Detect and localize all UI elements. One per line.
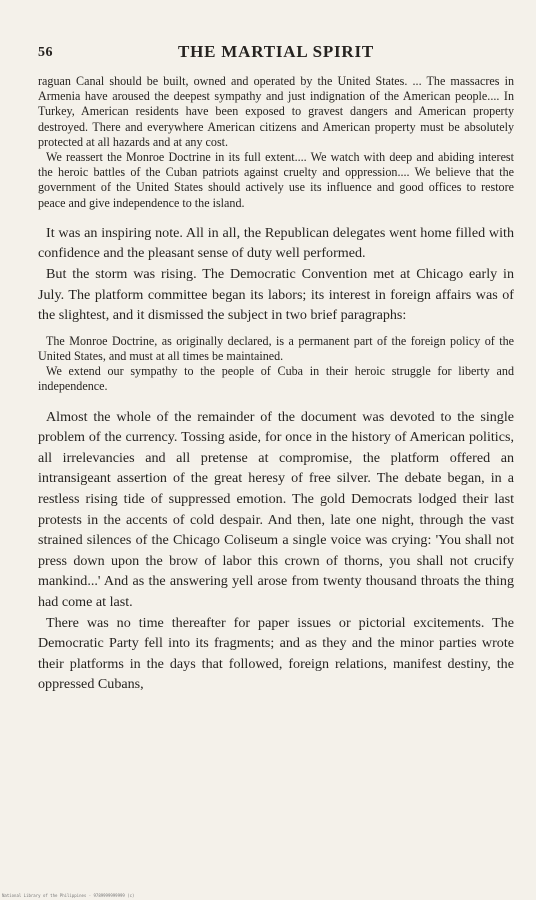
page-header — [38, 40, 514, 66]
quote-paragraph: raguan Canal should be built, owned and operated by the United States. ... The massacres in Armenia have aroused the deepest sympathy and just indignation of the American people.... In Turkey, American residents have been exposed to gravest dangers and American property destroyed. There and everywhere American citizens and American property must be absolutely protected at all hazards and at any cost. — [38, 74, 514, 149]
body-paragraph: But the storm was rising. The Democratic Convention met at Chicago early in July. The platform committee began its labors; its interest in foreign affairs was of the slightest, and it dismissed the subject in two brief paragraphs: — [38, 266, 514, 324]
quote-paragraph: We reassert the Monroe Doctrine in its full extent.... We watch with deep and abiding interest the heroic battles of the Cuban patriots against cruelty and oppression.... We believe that the government of the United States should actively use its influence and good offices to restore peace and give independence to the island. — [38, 150, 514, 210]
book-page — [38, 40, 514, 695]
body-section-1 — [38, 223, 514, 326]
quote-paragraph: The Monroe Doctrine, as originally declared, is a permanent part of the foreign policy of the United States, and must at all times be maintained. — [38, 333, 514, 363]
scan-footer: National Library of the Philippines · 9789999999999 (c) — [2, 893, 135, 898]
platform-quote-republican — [38, 74, 514, 211]
body-section-2 — [38, 407, 514, 695]
running-title: THE MARTIAL SPIRIT — [177, 42, 375, 61]
page-number: 56 — [38, 45, 53, 60]
body-paragraph: Almost the whole of the remainder of the document was devoted to the single problem of the currency. Tossing aside, for once in the history of American politics, all irrelevancies and all pretense at compromise, the platform offered an intransigeant assertion of the great heresy of free silver. The debate began, in a restless rising tide of suppressed emotion. The gold Democrats lodged their last protests in the accents of cold despair. And then, late one night, through the vast strained silences of the Chicago Coliseum a single voice was crying: 'You shall not press down upon the brow of labor this crown of thorns, you shall not crucify mankind...' And as the answering yell arose from twenty thousand throats the thing had come at last. — [38, 408, 514, 610]
quote-paragraph: We extend our sympathy to the people of Cuba in their heroic struggle for liberty and independence. — [38, 364, 514, 394]
platform-quote-democratic — [38, 334, 514, 395]
body-paragraph: It was an inspiring note. All in all, the Republican delegates went home filled with confidence and the pleasant sense of duty well performed. — [38, 224, 514, 262]
body-paragraph: There was no time thereafter for paper issues or pictorial excitements. The Democratic Party fell into its fragments; and as they and the minor parties wrote their platforms in the days that followed, foreign relations, manifest destiny, the oppressed Cubans, — [38, 614, 514, 693]
